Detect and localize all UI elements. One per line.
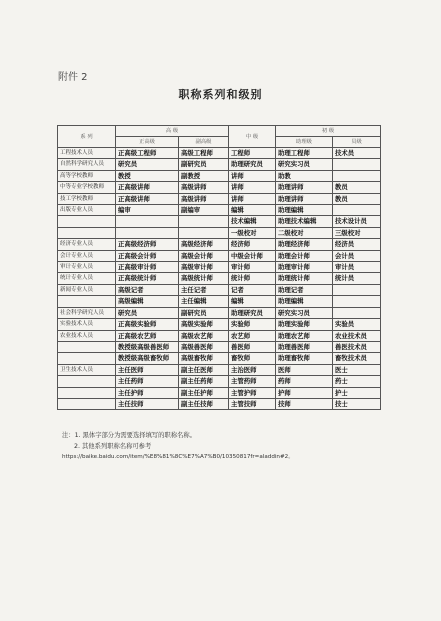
cell-junior-assistant: 助理农艺师 (276, 330, 333, 341)
cell-series: 新闻专业人员 (58, 284, 116, 295)
cell-series: 农业技术人员 (58, 330, 116, 341)
cell-senior-vice: 副研究员 (179, 159, 229, 170)
cell-junior-staff: 统计员 (333, 273, 381, 284)
note-reference-url: https://baike.baidu.com/item/%E8%81%8C%E7%A7%B0/10350817fr=aladdin#2。 (62, 454, 294, 460)
table-row (58, 296, 381, 307)
cell-senior-vice: 高级工程师 (179, 148, 229, 159)
note-2: 2. 其他系列职称名称可参考 (74, 443, 152, 450)
cell-senior-full: 正高级会计师 (116, 250, 179, 261)
table-row (58, 353, 381, 364)
cell-senior-vice: 副主任药师 (179, 376, 229, 387)
cell-senior-vice: 高级经济师 (179, 239, 229, 250)
cell-series (58, 398, 116, 409)
table-row (58, 319, 381, 330)
cell-intermediate: 工程师 (229, 148, 276, 159)
cell-senior-full: 正高级统计师 (116, 273, 179, 284)
table-row (58, 273, 381, 284)
table-row (58, 182, 381, 193)
cell-intermediate: 讲师 (229, 170, 276, 181)
header-intermediate: 中 级 (229, 126, 276, 148)
cell-junior-staff (333, 159, 381, 170)
cell-junior-assistant: 助理经济师 (276, 239, 333, 250)
cell-senior-vice: 副编审 (179, 205, 229, 216)
cell-series: 经济专业人员 (58, 239, 116, 250)
cell-junior-assistant: 护师 (276, 387, 333, 398)
footnotes (62, 430, 294, 463)
cell-intermediate: 技术编辑 (229, 216, 276, 227)
table-row (58, 284, 381, 295)
cell-junior-staff: 兽医技术员 (333, 341, 381, 352)
cell-intermediate: 助理研究员 (229, 307, 276, 318)
cell-junior-staff: 畜牧技术员 (333, 353, 381, 364)
cell-junior-staff: 教员 (333, 182, 381, 193)
cell-senior-vice (179, 227, 229, 238)
cell-senior-vice: 副主任医师 (179, 364, 229, 375)
table-row (58, 364, 381, 375)
cell-intermediate: 编辑 (229, 205, 276, 216)
cell-junior-staff (333, 307, 381, 318)
cell-junior-staff: 技术员 (333, 148, 381, 159)
table-header-row-1 (58, 126, 381, 137)
cell-intermediate: 编辑 (229, 296, 276, 307)
cell-junior-assistant: 技师 (276, 398, 333, 409)
cell-junior-assistant: 助理会计师 (276, 250, 333, 261)
table-row (58, 148, 381, 159)
cell-junior-assistant: 助理编辑 (276, 296, 333, 307)
cell-intermediate: 主管药师 (229, 376, 276, 387)
cell-junior-assistant: 助理统计师 (276, 273, 333, 284)
table-row (58, 227, 381, 238)
cell-senior-vice: 主任记者 (179, 284, 229, 295)
cell-senior-vice: 高级讲师 (179, 182, 229, 193)
cell-junior-assistant: 助理工程师 (276, 148, 333, 159)
cell-series: 实验技术人员 (58, 319, 116, 330)
cell-senior-full: 主任护师 (116, 387, 179, 398)
cell-senior-full: 正高级审计师 (116, 262, 179, 273)
cell-series (58, 353, 116, 364)
cell-senior-full: 主任药师 (116, 376, 179, 387)
cell-series (58, 387, 116, 398)
cell-senior-full: 研究员 (116, 159, 179, 170)
cell-senior-vice: 副主任护师 (179, 387, 229, 398)
header-junior-staff: 员级 (333, 137, 381, 148)
cell-series (58, 376, 116, 387)
cell-intermediate: 经济师 (229, 239, 276, 250)
cell-intermediate: 审计师 (229, 262, 276, 273)
cell-senior-full: 正高级实验师 (116, 319, 179, 330)
cell-series (58, 216, 116, 227)
cell-junior-assistant: 助理讲师 (276, 182, 333, 193)
cell-series: 卫生技术人员 (58, 364, 116, 375)
cell-senior-full: 教授 (116, 170, 179, 181)
table-row (58, 250, 381, 261)
cell-intermediate: 讲师 (229, 193, 276, 204)
cell-intermediate: 中级会计师 (229, 250, 276, 261)
cell-intermediate: 一级校对 (229, 227, 276, 238)
cell-intermediate: 主管护师 (229, 387, 276, 398)
cell-senior-full (116, 227, 179, 238)
title-series-table (57, 125, 381, 410)
cell-junior-assistant: 助理记者 (276, 284, 333, 295)
header-junior: 初 级 (276, 126, 381, 137)
cell-senior-vice: 高级统计师 (179, 273, 229, 284)
cell-junior-assistant: 助理兽医师 (276, 341, 333, 352)
cell-junior-staff: 技术设计员 (333, 216, 381, 227)
cell-senior-vice: 主任编辑 (179, 296, 229, 307)
table-row (58, 159, 381, 170)
cell-senior-full: 正高级讲师 (116, 182, 179, 193)
cell-junior-assistant: 助理审计师 (276, 262, 333, 273)
cell-series: 高等学校教师 (58, 170, 116, 181)
cell-junior-assistant: 助理畜牧师 (276, 353, 333, 364)
cell-senior-vice: 高级讲师 (179, 193, 229, 204)
table-row (58, 239, 381, 250)
cell-junior-assistant: 二级校对 (276, 227, 333, 238)
table-row (58, 193, 381, 204)
cell-junior-assistant: 医师 (276, 364, 333, 375)
cell-junior-staff: 教员 (333, 193, 381, 204)
note-1: 注：1. 黑体字部分为需要选择填写的职称名称。 (62, 432, 196, 439)
cell-junior-staff: 技士 (333, 398, 381, 409)
cell-intermediate: 统计师 (229, 273, 276, 284)
cell-senior-vice: 高级会计师 (179, 250, 229, 261)
cell-junior-staff: 实验员 (333, 319, 381, 330)
cell-senior-vice: 高级审计师 (179, 262, 229, 273)
cell-series: 出版专业人员 (58, 205, 116, 216)
cell-series: 审计专业人员 (58, 262, 116, 273)
attachment-label: 附件 2 (58, 72, 88, 83)
cell-senior-full: 教授级高级兽医师 (116, 341, 179, 352)
page-title: 职称系列和级别 (178, 88, 263, 101)
cell-junior-assistant: 研究实习员 (276, 307, 333, 318)
table-row (58, 376, 381, 387)
table-row (58, 262, 381, 273)
cell-series (58, 296, 116, 307)
cell-senior-full: 研究员 (116, 307, 179, 318)
cell-junior-assistant: 助理编辑 (276, 205, 333, 216)
cell-series: 自然科学研究人员 (58, 159, 116, 170)
cell-senior-vice: 高级兽医师 (179, 341, 229, 352)
cell-junior-staff: 经济员 (333, 239, 381, 250)
table-row (58, 330, 381, 341)
cell-senior-full: 教授级高级畜牧师 (116, 353, 179, 364)
cell-series: 会计专业人员 (58, 250, 116, 261)
cell-senior-vice: 高级农艺师 (179, 330, 229, 341)
table-row (58, 170, 381, 181)
table-row (58, 387, 381, 398)
cell-junior-staff (333, 170, 381, 181)
header-senior: 高 级 (116, 126, 229, 137)
cell-junior-staff: 药士 (333, 376, 381, 387)
cell-senior-vice: 高级实验师 (179, 319, 229, 330)
cell-junior-staff: 护士 (333, 387, 381, 398)
cell-senior-full: 编审 (116, 205, 179, 216)
cell-senior-full: 主任医师 (116, 364, 179, 375)
cell-series: 工程技术人员 (58, 148, 116, 159)
cell-junior-staff (333, 296, 381, 307)
cell-junior-staff: 医士 (333, 364, 381, 375)
cell-junior-assistant: 助理技术编辑 (276, 216, 333, 227)
cell-senior-vice: 副研究员 (179, 307, 229, 318)
cell-junior-staff: 会计员 (333, 250, 381, 261)
header-series: 系 列 (58, 126, 116, 148)
cell-junior-staff (333, 205, 381, 216)
cell-junior-assistant: 药师 (276, 376, 333, 387)
cell-intermediate: 讲师 (229, 182, 276, 193)
cell-senior-full: 正高级农艺师 (116, 330, 179, 341)
cell-junior-staff (333, 284, 381, 295)
header-junior-assistant: 助理级 (276, 137, 333, 148)
cell-intermediate: 主管技师 (229, 398, 276, 409)
cell-junior-staff: 审计员 (333, 262, 381, 273)
cell-junior-assistant: 助教 (276, 170, 333, 181)
cell-junior-staff: 农业技术员 (333, 330, 381, 341)
cell-junior-assistant: 助理实验师 (276, 319, 333, 330)
cell-senior-vice (179, 216, 229, 227)
cell-intermediate: 助理研究员 (229, 159, 276, 170)
table-row (58, 205, 381, 216)
cell-senior-full: 正高级工程师 (116, 148, 179, 159)
cell-series: 技工学校教师 (58, 193, 116, 204)
table-row (58, 216, 381, 227)
cell-series: 中等专业学校教师 (58, 182, 116, 193)
cell-senior-vice: 副教授 (179, 170, 229, 181)
table-row (58, 398, 381, 409)
cell-series: 统计专业人员 (58, 273, 116, 284)
header-senior-full: 正高级 (116, 137, 179, 148)
cell-senior-vice: 副主任技师 (179, 398, 229, 409)
cell-series (58, 227, 116, 238)
cell-junior-assistant: 研究实习员 (276, 159, 333, 170)
table-row (58, 307, 381, 318)
cell-junior-staff: 三级校对 (333, 227, 381, 238)
cell-intermediate: 主治医师 (229, 364, 276, 375)
cell-senior-full: 高级记者 (116, 284, 179, 295)
cell-intermediate: 农艺师 (229, 330, 276, 341)
cell-senior-vice: 高级畜牧师 (179, 353, 229, 364)
table-row (58, 341, 381, 352)
cell-senior-full (116, 216, 179, 227)
cell-series: 社会科学研究人员 (58, 307, 116, 318)
cell-intermediate: 记者 (229, 284, 276, 295)
cell-senior-full: 主任技师 (116, 398, 179, 409)
cell-junior-assistant: 助理讲师 (276, 193, 333, 204)
cell-intermediate: 畜牧师 (229, 353, 276, 364)
cell-senior-full: 正高级经济师 (116, 239, 179, 250)
cell-senior-full: 正高级讲师 (116, 193, 179, 204)
cell-senior-full: 高级编辑 (116, 296, 179, 307)
cell-series (58, 341, 116, 352)
cell-intermediate: 兽医师 (229, 341, 276, 352)
header-senior-vice: 副高级 (179, 137, 229, 148)
cell-intermediate: 实验师 (229, 319, 276, 330)
